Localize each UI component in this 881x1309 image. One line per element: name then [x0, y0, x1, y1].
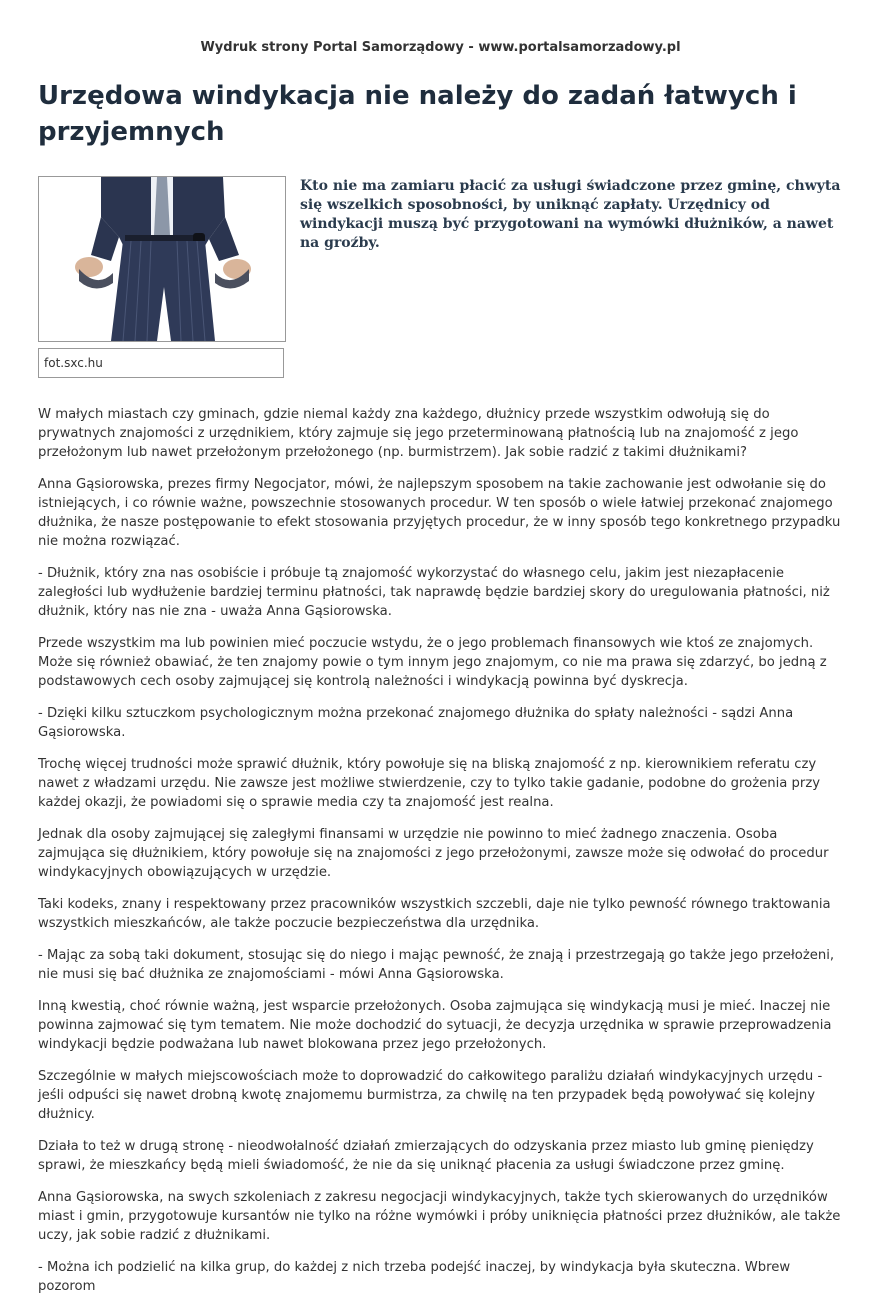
article-photo [38, 176, 286, 342]
article-paragraph: Anna Gąsiorowska, prezes firmy Negocjator, mówi, że najlepszym sposobem na takie zachowanie jest odwołanie się do istniejących, i co równie ważne, powszechnie stosowanych procedur. W ten sposób o wiele łatwiej przekonać znajomego dłużnika, że nasze postępowanie to efekt stosowania przyjętych procedur, że w inny sposób tego konkretnego przypadku nie można rozwiązać. [38, 477, 841, 549]
article-paragraph: Anna Gąsiorowska, na swych szkoleniach z zakresu negocjacji windykacyjnych, także tych skierowanych do urzędników miast i gmin, przygotowuje kursantów nie tylko na różne wymówki i próby uniknięcia płatności przez dłużników, ale także uczy, jak sobie radzić z dłużnikami. [38, 1190, 841, 1243]
article-paragraph: Trochę więcej trudności może sprawić dłużnik, który powołuje się na bliską znajomość z np. kierownikiem referatu czy nawet z władzami urzędu. Nie zawsze jest możliwe stwierdzenie, czy to tylko takie gadanie, podobne do grożenia przy każdej okazji, że powiadomi się o sprawie media czy ta znajomość jest realna. [38, 757, 821, 810]
article-paragraph: Przede wszystkim ma lub powinien mieć poczucie wstydu, że o jego problemach finansowych wie ktoś ze znajomych. Może się również obawiać, że ten znajomy powie o tym innym jego znajomym, co nie ma prawa się zdarzyć, bo jedną z podstawowych cech osoby zajmującej się kontrolą należności i windykacją powinna być dyskrecja. [38, 636, 827, 689]
article-paragraph: Szczególnie w małych miejscowościach może to doprowadzić do całkowitego paraliżu działań windykacyjnych urzędu - jeśli odpuści się nawet drobną kwotę znajomemu burmistrza, za chwilę na ten przypadek będą powoływać się kolejny dłużnicy. [38, 1069, 823, 1122]
article-paragraph: Inną kwestią, choć równie ważną, jest wsparcie przełożonych. Osoba zajmująca się windykacją musi je mieć. Inaczej nie powinna zajmować się tym tematem. Nie może dochodzić do sytuacji, że decyzja urzędnika w sprawie przeprowadzenia windykacji będzie podważana lub nawet blokowana przez jego przełożonych. [38, 999, 832, 1052]
article-paragraph: - Dzięki kilku sztuczkom psychologicznym można przekonać znajomego dłużnika do spłaty należności - sądzi Anna Gąsiorowska. [38, 706, 794, 740]
article-paragraph: Działa to też w drugą stronę - nieodwołalność działań zmierzających do odzyskania przez miasto lub gminę pieniędzy sprawi, że mieszkańcy będą mieli świadomość, że nie da się uniknąć płacenia za usługi świadczone przez gminę. [38, 1139, 814, 1173]
article-paragraph: Taki kodeks, znany i respektowany przez pracowników wszystkich szczebli, daje nie tylko pewność równego traktowania wszystkich mieszkańców, ale także poczucie bezpieczeństwa dla urzędnika. [38, 897, 831, 931]
article-lead: Kto nie ma zamiaru płacić za usługi świadczone przez gminę, chwyta się wszelkich sposobności, by uniknąć zapłaty. Urzędnicy od windykacji muszą być przygotowani na wymówki dłużników, a nawet na groźby. [300, 178, 841, 251]
article-body [38, 405, 848, 1309]
photo-caption: fot.sxc.hu [38, 348, 284, 378]
article-paragraph: W małych miastach czy gminach, gdzie niemal każdy zna każdego, dłużnicy przede wszystkim odwołują się do prywatnych znajomości z urzędnikiem, który zajmuje się jego przeterminowaną płatnością lub na znajomość z jego przełożonym lub nawet przełożonym przełożonego (np. burmistrzem). Jak sobie radzić z takimi dłużnikami? [38, 407, 799, 460]
article-paragraph: - Mając za sobą taki dokument, stosując się do niego i mając pewność, że znają i przestrzegają go także jego przełożeni, nie musi się bać dłużnika ze znajomościami - mówi Anna Gąsiorowska. [38, 948, 835, 982]
article-paragraph: - Można ich podzielić na kilka grup, do każdej z nich trzeba podejść inaczej, by windykacja była skuteczna. Wbrew pozorom [38, 1260, 791, 1294]
article-title: Urzędowa windykacja nie należy do zadań łatwych i przyjemnych [38, 81, 797, 147]
print-header: Wydruk strony Portal Samorządowy - www.portalsamorzadowy.pl [200, 40, 681, 55]
article-paragraph: - Dłużnik, który zna nas osobiście i próbuje tą znajomość wykorzystać do własnego celu, jakim jest niezapłacenie zaległości lub wydłużenie bardziej terminu płatności, tak naprawdę będzie bardziej skory do uregulowania płatności, niż dłużnik, który nas nie zna - uważa Anna Gąsiorowska. [38, 566, 830, 619]
photo-man-empty-pockets-image [39, 177, 285, 341]
article-paragraph: Jednak dla osoby zajmującej się zaległymi finansami w urzędzie nie powinno to mieć żadnego znaczenia. Osoba zajmująca się dłużnikiem, który powołuje się na znajomości z jego przełożonymi, zawsze może się odwołać do procedur windykacyjnych obowiązujących w urzędzie. [38, 827, 829, 880]
